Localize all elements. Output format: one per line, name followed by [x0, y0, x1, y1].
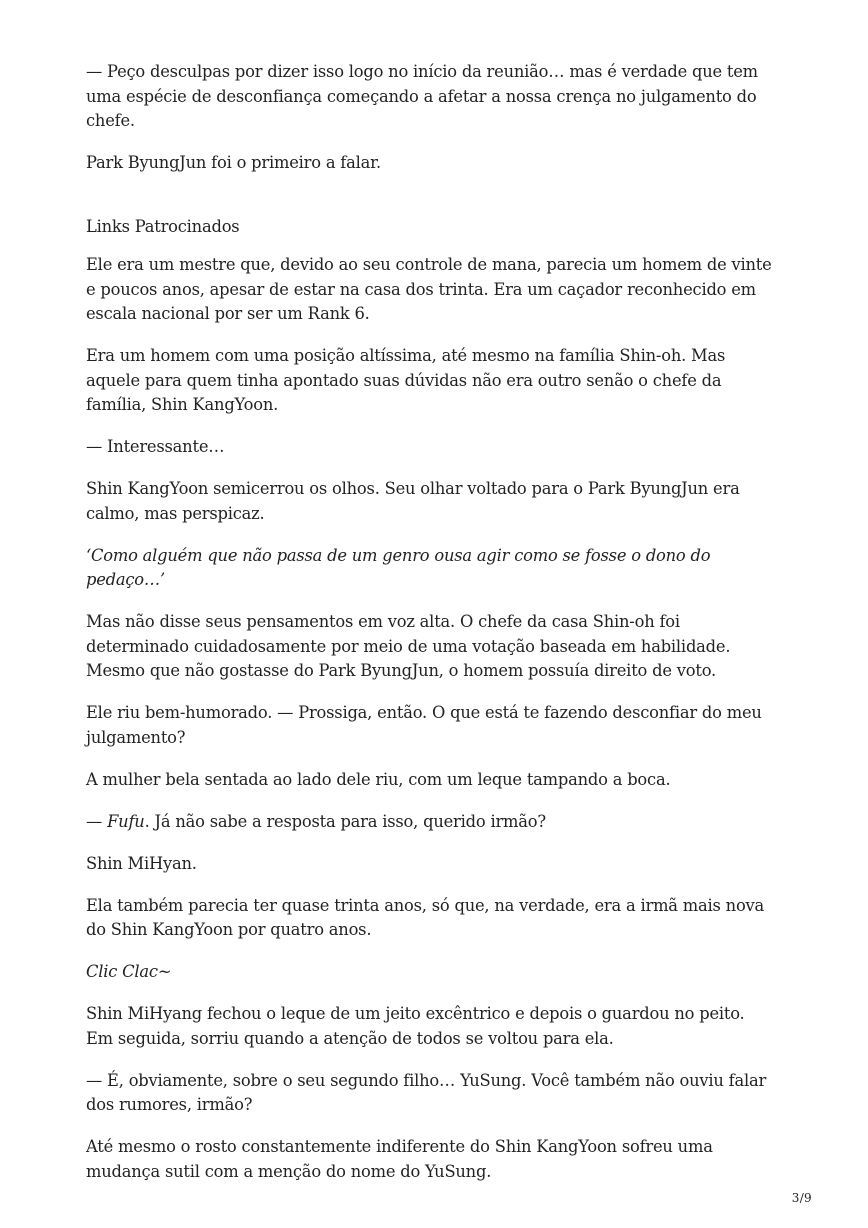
paragraph-fufu — [86, 810, 776, 835]
paragraph-high-position: Era um homem com uma posição altíssima, até mesmo na família Shin-oh. Mas aquele para quem tinha apontado suas dúvidas não era outro senão o chefe da família, Shin KangYoon. — [86, 346, 726, 414]
paragraph-closed-fan: Shin MiHyang fechou o leque de um jeito excêntrico e depois o guardou no peito. Em seguida, sorriu quando a atenção de todos se voltou para ela. — [86, 1004, 745, 1048]
fufu-rest: . Já não sabe a resposta para isso, querido irmão? — [144, 811, 546, 831]
fufu-italic: Fufu — [107, 811, 145, 831]
paragraph-clic-clac — [86, 960, 776, 985]
paragraph-apology: — Peço desculpas por dizer isso logo no início da reunião… mas é verdade que tem uma espécie de desconfiança começando a afetar a nossa crença no julgamento do chefe. — [86, 62, 758, 130]
paragraph-subtle-change: Até mesmo o rosto constantemente indiferente do Shin KangYoon sofreu uma mudança sutil com a menção do nome do YuSung. — [86, 1137, 713, 1181]
paragraph-younger-sister: Ela também parecia ter quase trinta anos, só que, na verdade, era a irmã mais nova do Shin KangYoon por quatro anos. — [86, 895, 765, 939]
inner-thought-italic: ‘Como alguém que não passa de um genro ousa agir como se fosse o dono do pedaço…’ — [86, 545, 711, 589]
clic-clac-italic: Clic Clac~ — [86, 962, 172, 981]
paragraph-woman-fan: A mulher bela sentada ao lado dele riu, com um leque tampando a boca. — [86, 769, 671, 789]
page-number: 3/9 — [791, 1191, 812, 1205]
paragraph-master-description: Ele era um mestre que, devido ao seu controle de mana, parecia um homem de vinte e poucos anos, apesar de estar na casa dos trinta. Era um caçador reconhecido em escala nacional por ser um Rank 6. — [86, 255, 772, 323]
paragraph-shin-mihyan: Shin MiHyan. — [86, 853, 197, 873]
sponsored-links-label: Links Patrocinados — [86, 216, 240, 236]
document-page — [86, 60, 776, 1202]
fufu-prefix: — — [86, 811, 108, 831]
paragraph-narrowed-eyes: Shin KangYoon semicerrou os olhos. Seu olhar voltado para o Park ByungJun era calmo, mas perspicaz. — [86, 479, 740, 523]
paragraph-voting: Mas não disse seus pensamentos em voz alta. O chefe da casa Shin-oh foi determinado cuidadosamente por meio de uma votação baseada em habilidade. Mesmo que não gostasse do Park ByungJun, o homem possuía direito de voto. — [86, 612, 731, 680]
paragraph-second-son: — É, obviamente, sobre o seu segundo filho… YuSung. Você também não ouviu falar dos rumores, irmão? — [86, 1070, 767, 1114]
paragraph-inner-thought — [86, 544, 776, 593]
paragraph-laughed: Ele riu bem-humorado. — Prossiga, então. O que está te fazendo desconfiar do meu julgamento? — [86, 703, 762, 747]
paragraph-park-spoke: Park ByungJun foi o primeiro a falar. — [86, 153, 381, 172]
paragraph-interesting: — Interessante… — [86, 437, 225, 456]
